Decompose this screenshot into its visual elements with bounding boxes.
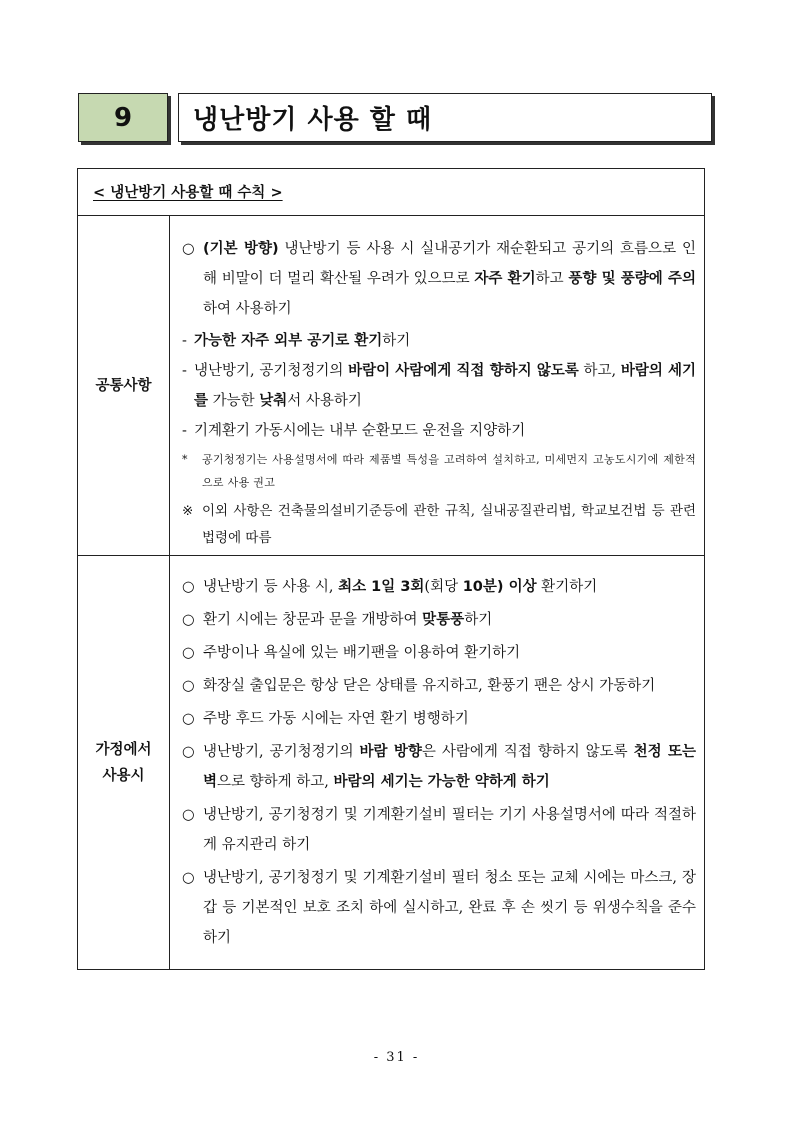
reference-mark: ※: [182, 503, 194, 519]
home-label: 가정에서 사용시: [78, 556, 170, 969]
row-divider: [78, 555, 704, 556]
dash-mark: -: [182, 423, 187, 439]
asterisk-mark: *: [182, 453, 188, 466]
list-item: - 기계환기 가동시에는 내부 순환모드 운전을 지양하기: [182, 416, 696, 446]
bullet-mark: ○: [182, 807, 195, 823]
dash-mark: -: [182, 333, 187, 349]
common-content: [182, 234, 696, 552]
rules-title: < 냉난방기 사용할 때 수칙 >: [78, 169, 704, 216]
list-item: ○ 주방이나 욕실에 있는 배기팬을 이용하여 환기하기: [182, 638, 696, 668]
list-item: - 냉난방기, 공기청정기의 바람이 사람에게 직접 향하지 않도록 하고, 바람의 세기를 가능한 낮춰서 사용하기: [182, 356, 696, 416]
bullet-mark: ○: [182, 645, 195, 661]
reference-note: ※ 이외 사항은 건축물의설비기준등에 관한 규칙, 실내공질관리법, 학교보건법 등 관련 법령에 따름: [182, 498, 696, 552]
rules-table: [77, 168, 705, 970]
dash-mark: -: [182, 363, 187, 379]
list-item: - 가능한 자주 외부 공기로 환기하기: [182, 326, 696, 356]
list-item: ○ 화장실 출입문은 항상 닫은 상태를 유지하고, 환풍기 팬은 상시 가동하기: [182, 671, 696, 701]
bullet-mark: ○: [182, 241, 195, 257]
list-item: ○ 냉난방기 등 사용 시, 최소 1일 3회(회당 10분) 이상 환기하기: [182, 572, 696, 602]
list-item: ○ 냉난방기, 공기청정기 및 기계환기설비 필터 청소 또는 교체 시에는 마스크, 장갑 등 기본적인 보호 조치 하에 실시하고, 완료 후 손 씻기 등 위생수칙을 준수하기: [182, 863, 696, 953]
list-item: ○ 환기 시에는 창문과 문을 개방하여 맞통풍하기: [182, 605, 696, 635]
list-item: ○ 냉난방기, 공기청정기 및 기계환기설비 필터는 기기 사용설명서에 따라 적절하게 유지관리 하기: [182, 800, 696, 860]
bullet-mark: ○: [182, 744, 195, 760]
page-number: - 31 -: [373, 1050, 420, 1065]
footnote: * 공기청정기는 사용설명서에 따라 제품별 특성을 고려하여 설치하고, 미세먼지 고농도시기에 제한적으로 사용 권고: [182, 448, 696, 494]
list-item: ○ (기본 방향) 냉난방기 등 사용 시 실내공기가 재순환되고 공기의 흐름으로 인해 비말이 더 멀리 확산될 우려가 있으므로 자주 환기하고 풍향 및 풍량에 주의하여 사용하기: [182, 234, 696, 324]
list-item: ○ 주방 후드 가동 시에는 자연 환기 병행하기: [182, 704, 696, 734]
bullet-mark: ○: [182, 612, 195, 628]
bullet-mark: ○: [182, 711, 195, 727]
bullet-mark: ○: [182, 579, 195, 595]
home-content: [182, 572, 696, 956]
bullet-mark: ○: [182, 678, 195, 694]
common-label: 공통사항: [78, 216, 170, 556]
bullet-mark: ○: [182, 870, 195, 886]
section-number: 9: [78, 93, 168, 142]
list-item: ○ 냉난방기, 공기청정기의 바람 방향은 사람에게 직접 향하지 않도록 천정 또는 벽으로 향하게 하고, 바람의 세기는 가능한 약하게 하기: [182, 737, 696, 797]
section-title: 냉난방기 사용 할 때: [178, 93, 712, 142]
